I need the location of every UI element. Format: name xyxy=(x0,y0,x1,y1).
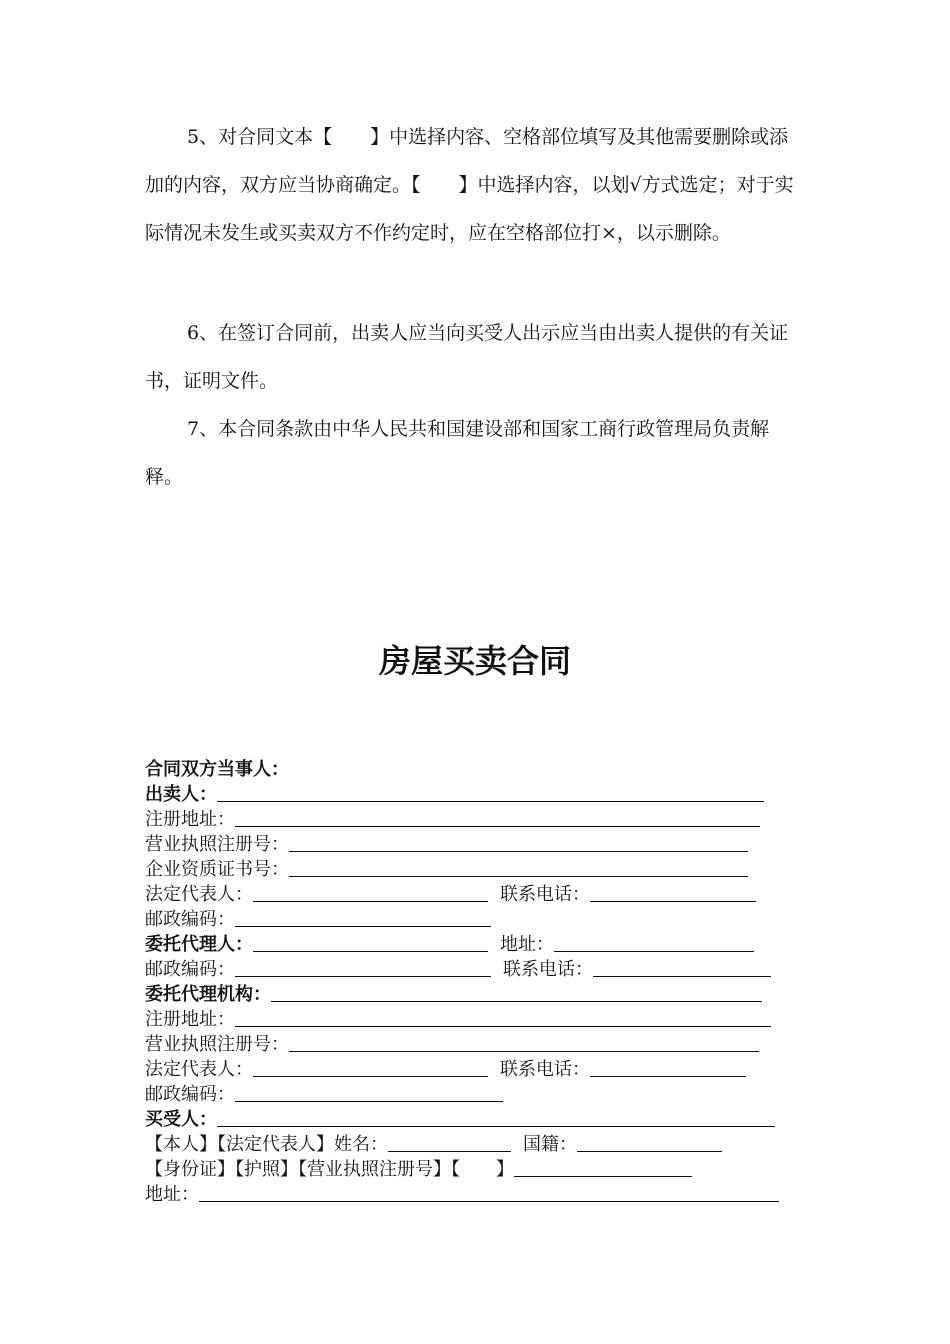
seller-phone-label: 联系电话： xyxy=(500,884,590,905)
agency-field[interactable] xyxy=(271,982,762,1002)
buyer-field[interactable] xyxy=(217,1107,775,1127)
clause-7-text: 7、本合同条款由中华人民共和国建设部和国家工商行政管理局负责解释。 xyxy=(145,418,770,488)
agency-phone-label: 联系电话： xyxy=(500,1059,590,1080)
buyer-name-field[interactable] xyxy=(388,1132,511,1152)
agent-postal-label: 邮政编码： xyxy=(145,959,235,980)
contract-title: 房屋买卖合同 xyxy=(378,642,571,680)
agency-license-field[interactable] xyxy=(289,1032,759,1052)
buyer-nationality-field[interactable] xyxy=(577,1132,722,1152)
buyer-id-row xyxy=(145,1157,810,1182)
buyer-id-field[interactable] xyxy=(514,1157,692,1177)
agent-postal-field[interactable] xyxy=(235,957,491,977)
agent-address-label: 地址： xyxy=(500,934,554,955)
agency-label: 委托代理机构： xyxy=(145,984,271,1005)
seller-postal-label: 邮政编码： xyxy=(145,909,235,930)
clause-6 xyxy=(145,309,807,405)
buyer-address-field[interactable] xyxy=(199,1182,779,1202)
seller-reg-address-field[interactable] xyxy=(235,807,760,827)
seller-qualification-label: 企业资质证书号： xyxy=(145,859,289,880)
seller-label: 出卖人： xyxy=(145,784,217,805)
agency-row xyxy=(145,982,810,1007)
clause-7 xyxy=(145,405,807,501)
agency-legal-rep-field[interactable] xyxy=(253,1057,488,1077)
clause-5-text: 5、对合同文本【 】中选择内容、空格部位填写及其他需要删除或添加的内容，双方应当协商确定。【 】中选择内容，以划√方式选定；对于实际情况未发生或买卖双方不作约定时，应在空格部位打×，以示删除。 xyxy=(145,126,794,244)
agency-reg-address-row xyxy=(145,1007,810,1032)
seller-phone-field[interactable] xyxy=(590,882,756,902)
agent-address-field[interactable] xyxy=(554,932,754,952)
seller-legal-rep-field[interactable] xyxy=(253,882,488,902)
agency-legal-rep-row xyxy=(145,1057,810,1082)
seller-qualification-row xyxy=(145,857,810,882)
seller-qualification-field[interactable] xyxy=(289,857,748,877)
seller-postal-row xyxy=(145,907,810,932)
seller-reg-address-label: 注册地址： xyxy=(145,809,235,830)
agency-reg-address-field[interactable] xyxy=(235,1007,771,1027)
seller-legal-rep-row xyxy=(145,882,810,907)
buyer-address-label: 地址： xyxy=(145,1184,199,1205)
agency-license-row xyxy=(145,1032,810,1057)
buyer-name-row xyxy=(145,1132,810,1157)
seller-legal-rep-label: 法定代表人： xyxy=(145,884,253,905)
seller-reg-address-row xyxy=(145,807,810,832)
buyer-address-row xyxy=(145,1182,810,1207)
agency-postal-label: 邮政编码： xyxy=(145,1084,235,1105)
parties-heading: 合同双方当事人： xyxy=(145,759,289,780)
buyer-row xyxy=(145,1107,810,1132)
buyer-id-label: 【身份证】【护照】【营业执照注册号】【 】 xyxy=(145,1159,514,1180)
agency-postal-field[interactable] xyxy=(235,1082,503,1102)
seller-postal-field[interactable] xyxy=(235,907,491,927)
buyer-name-label: 【本人】【法定代表人】姓名： xyxy=(145,1134,388,1155)
agent-field[interactable] xyxy=(253,932,488,952)
seller-license-label: 营业执照注册号： xyxy=(145,834,289,855)
buyer-label: 买受人： xyxy=(145,1109,217,1130)
clause-6-text: 6、在签订合同前，出卖人应当向买受人出示应当由出卖人提供的有关证书，证明文件。 xyxy=(145,322,789,392)
buyer-nationality-label: 国籍： xyxy=(523,1134,577,1155)
agent-phone-label: 联系电话： xyxy=(503,959,593,980)
agency-phone-field[interactable] xyxy=(590,1057,746,1077)
parties-form xyxy=(145,757,810,1207)
seller-license-field[interactable] xyxy=(289,832,748,852)
agent-postal-row xyxy=(145,957,810,982)
seller-field[interactable] xyxy=(217,782,764,802)
agency-legal-rep-label: 法定代表人： xyxy=(145,1059,253,1080)
agent-row xyxy=(145,932,810,957)
agent-phone-field[interactable] xyxy=(593,957,771,977)
agency-postal-row xyxy=(145,1082,810,1107)
seller-row xyxy=(145,782,810,807)
parties-heading-row xyxy=(145,757,810,782)
agent-label: 委托代理人： xyxy=(145,934,253,955)
clause-5 xyxy=(145,113,807,257)
agency-reg-address-label: 注册地址： xyxy=(145,1009,235,1030)
seller-license-row xyxy=(145,832,810,857)
agency-license-label: 营业执照注册号： xyxy=(145,1034,289,1055)
